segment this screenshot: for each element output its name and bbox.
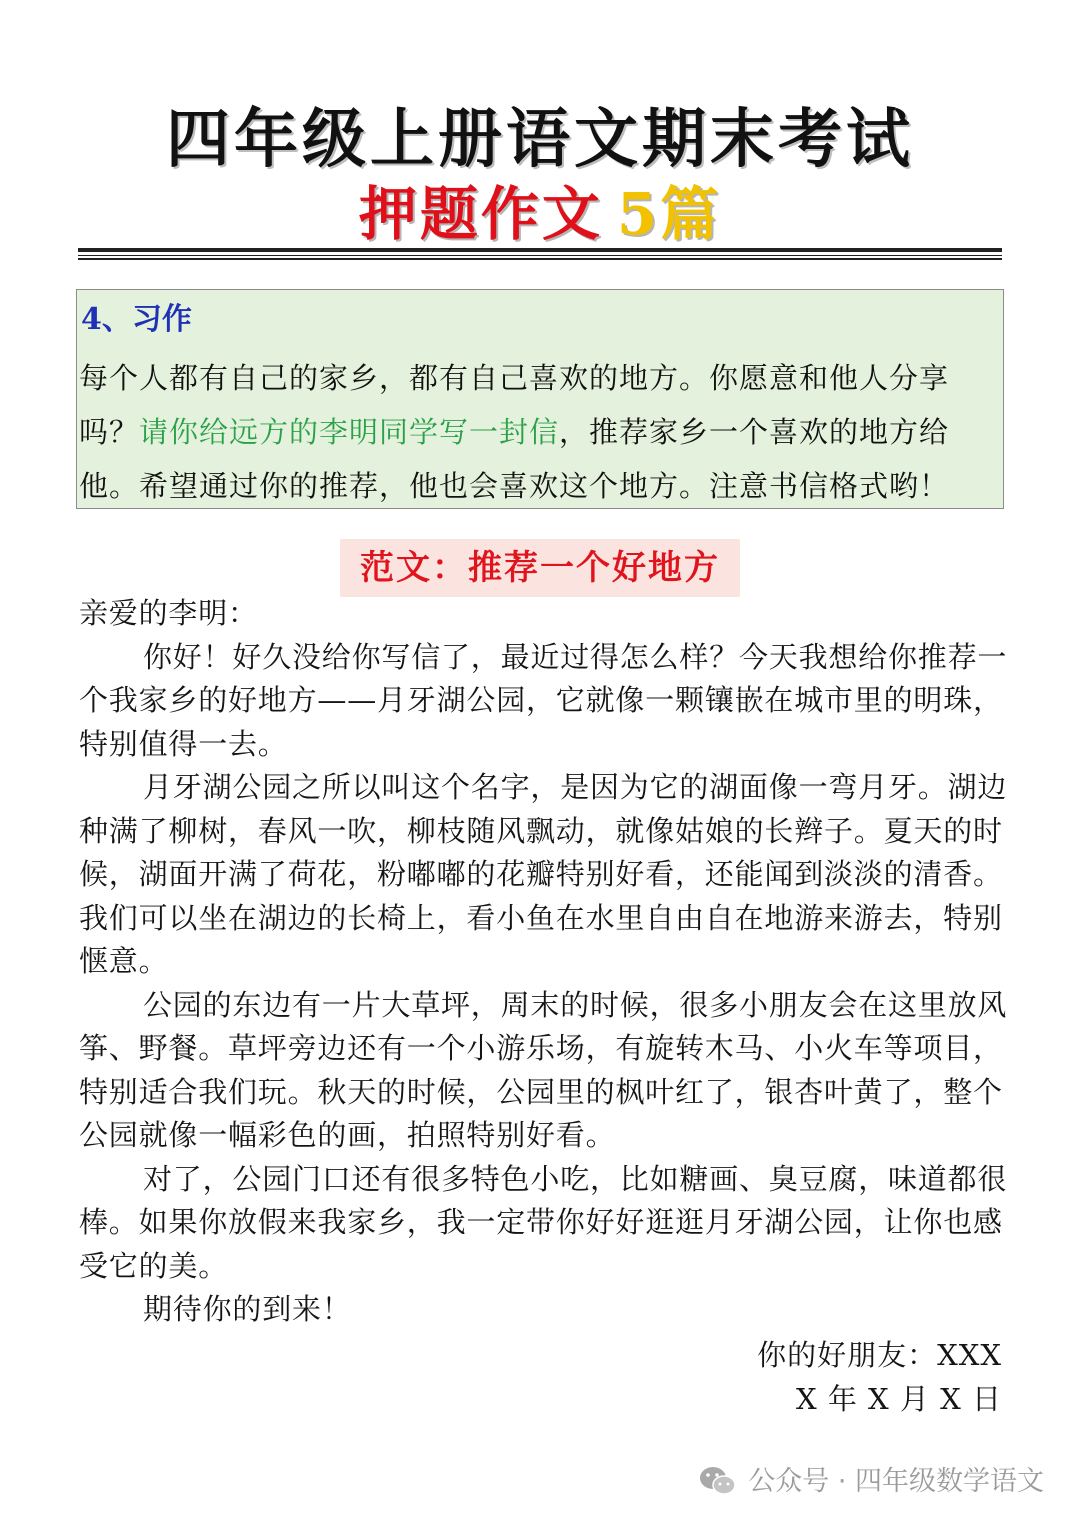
prompt-text-before: 每个人都有自己的家乡，都有自己喜欢的地方。你愿意和他人分享吗？ [79,361,950,449]
subtitle-count: 5篇 [616,180,722,248]
prompt-text [79,351,999,513]
prompt-heading: 4、习作 [81,302,192,337]
letter-signature: 你的好朋友：XXX [757,1338,1002,1372]
watermark-text: 公众号 · 四年级数学语文 [748,1466,1044,1497]
prompt-text-highlight: 请你给远方的李明同学写一封信 [139,415,560,449]
letter-date: X 年 X 月 X 日 [795,1382,1002,1416]
letter-body [79,592,1009,1332]
page-title: 四年级上册语文期末考试 [166,102,914,177]
page-subtitle [0,178,1080,250]
letter-signoff [757,1333,1002,1421]
letter-paragraph: 月牙湖公园之所以叫这个名字，是因为它的湖面像一弯月牙。湖边种满了柳树，春风一吹，柳枝随风飘动，就像姑娘的长辫子。夏天的时候，湖面开满了荷花，粉嘟嘟的花瓣特别好看，还能闻到淡淡的清香。我们可以坐在湖边的长椅上，看小鱼在水里自由自在地游来游去，特别惬意。 [79,770,1008,978]
sample-title: 范文：推荐一个好地方 [340,539,740,597]
prompt-text-after: ，推荐家乡一个喜欢的地方给他。希望通过你的推荐，他也会喜欢这个地方。注意书信格式哟！ [79,415,950,503]
title-divider [78,248,1002,260]
letter-salutation: 亲爱的李明： [79,596,258,630]
prompt-box [76,289,1004,509]
watermark-footer [698,1460,1044,1504]
letter-paragraph: 公园的东边有一片大草坪，周末的时候，很多小朋友会在这里放风筝、野餐。草坪旁边还有一个小游乐场，有旋转木马、小火车等项目，特别适合我们玩。秋天的时候，公园里的枫叶红了，银杏叶黄了，整个公园就像一幅彩色的画，拍照特别好看。 [79,987,1008,1152]
letter-paragraph: 对了，公园门口还有很多特色小吃，比如糖画、臭豆腐，味道都很棒。如果你放假来我家乡，我一定带你好好逛逛月牙湖公园，让你也感受它的美。 [79,1161,1008,1283]
subtitle-red: 押题作文 [358,180,603,248]
letter-paragraph: 期待你的到来！ [143,1292,352,1326]
wechat-icon [698,1465,738,1499]
letter-paragraph: 你好！好久没给你写信了，最近过得怎么样？今天我想给你推荐一个我家乡的好地方——月牙湖公园，它就像一颗镶嵌在城市里的明珠，特别值得一去。 [79,639,1008,761]
